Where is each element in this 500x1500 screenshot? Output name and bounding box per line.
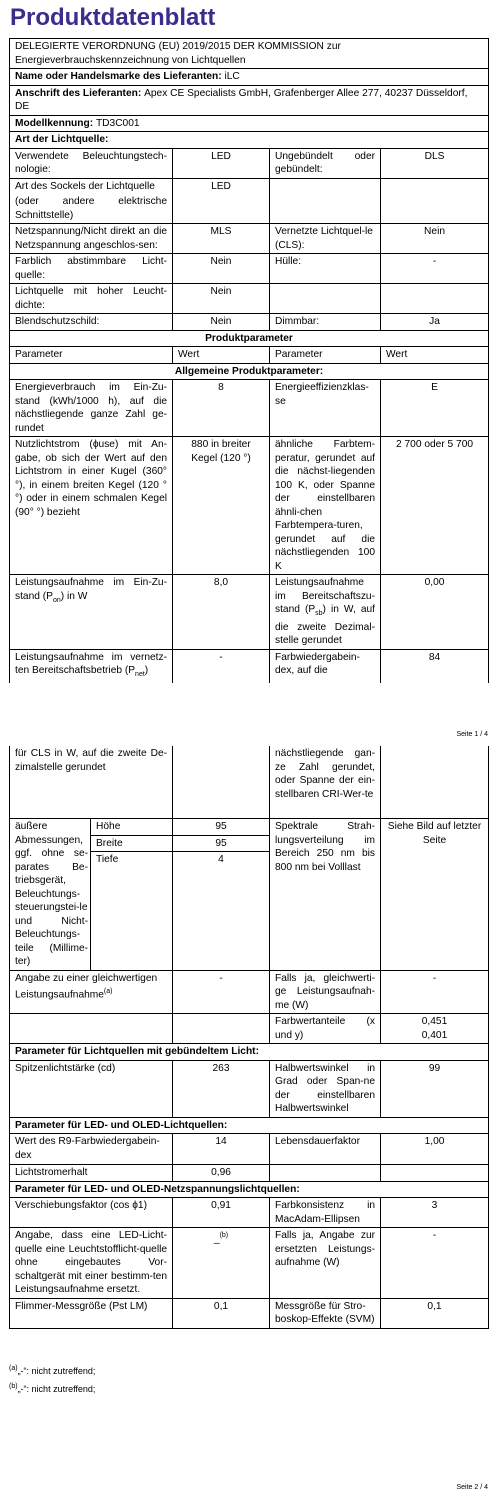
- table-row: Leistungsaufnahme im Ein-Zu-stand $(P_{on})$ in W 8,0 Leistungsaufnahme im Bereitschaftszu-stand $(P_{sb})$ in W, auf die zweite Dezimal-stelle gerundet 0,00: [10, 575, 489, 650]
- dim-height-value: 95: [173, 819, 269, 836]
- table-row: äußere Abmessungen, ggf. ohne se-parates Be-triebsgerät, Beleuchtungs-steuerungstei-le und Nicht-Beleuchtungs-teile (Millime-ter) Höhe Breite Tiefe 95 95 4 Spektrale Strah-lungsverteilung im Bereich 250 nm bis 800 nm bei Volllast Siehe Bild auf letzter Seite: [10, 819, 489, 971]
- table-row: Verwendete Beleuchtungstech-nologie: LED Ungebündelt oder gebündelt: DLS: [10, 148, 489, 178]
- directional-heading: Parameter für Lichtquellen mit gebündeltem Licht:: [10, 1044, 489, 1061]
- type-heading: Art der Lichtquelle:: [10, 132, 489, 149]
- table-row: Art des Sockels der Lichtquelle (oder andere elektrische Schnittstelle) LED: [10, 178, 489, 224]
- table-row: Lichtquelle mit hoher Leucht-dichte: Nein: [10, 284, 489, 314]
- table-row: Angabe zu einer gleichwertigen Leistungsaufnahme$^{(a)}$ - Falls ja, gleichwerti-ge Leistungsaufnah-me (W) -: [10, 970, 489, 1014]
- led-heading: Parameter für LED- und OLED-Lichtquellen:: [10, 1117, 489, 1134]
- model-row: Modellkennung: TD3C001: [10, 115, 489, 132]
- page-number: Seite 1 / 4: [456, 731, 488, 738]
- table-row: Lichtstromerhalt 0,96: [10, 1165, 489, 1182]
- table-row: Wert des R9-Farbwiedergabein-dex 14 Lebensdauerfaktor 1,00: [10, 1134, 489, 1165]
- table-row: Energieverbrauch im Ein-Zu-stand (kWh/1000 h), auf die nächstliegende ganze Zahl ge-rundet 8 Energieeffizienzklas-se E: [10, 380, 489, 437]
- supplier-address-row: Anschrift des Lieferanten: Apex CE Specialists GmbH, Grafenberger Allee 277, 40237 Düsseldorf, DE: [10, 85, 489, 115]
- dim-width-label: Breite: [91, 836, 172, 853]
- dim-depth-label: Tiefe: [96, 854, 119, 865]
- table-row: Flimmer-Messgröße (Pst LM) 0,1 Messgröße für Stro-boskop-Effekte (SVM) 0,1: [10, 1298, 489, 1328]
- dim-width-value: 95: [173, 836, 269, 853]
- page-number: Seite 2 / 4: [456, 1484, 488, 1491]
- dim-height-label: Höhe: [91, 819, 172, 836]
- table-row: Verschiebungsfaktor (cos ϕ1) 0,91 Farbkonsistenz in MacAdam-Ellipsen 3: [10, 1198, 489, 1228]
- product-sheet-table-p1: [9, 38, 489, 683]
- page-title: Produktdatenblatt: [10, 4, 216, 31]
- table-row: Farblich abstimmbare Licht-quelle: Nein Hülle: -: [10, 254, 489, 284]
- mains-heading: Parameter für LED- und OLED-Netzspannungslichtquellen:: [10, 1181, 489, 1198]
- product-sheet-table-p2: [9, 746, 489, 1329]
- table-header-row: Parameter Wert Parameter Wert: [10, 347, 489, 364]
- table-row: Spitzenlichtstärke (cd) 263 Halbwertswinkel in Grad oder Span-ne der einstellbaren Halbwertswinkel 99: [10, 1060, 489, 1117]
- regulation-title: DELEGIERTE VERORDNUNG (EU) 2019/2015 DER KOMMISSION zur Energieverbrauchskennzeichnung von Lichtquellen: [10, 39, 489, 69]
- table-row: Leistungsaufnahme im vernetz-ten Bereitschaftsbetrieb $(P_{net})$ - Farbwiedergabein-dex, auf die 84: [10, 649, 489, 683]
- footnote-b: $^{(b)}$„-“: nicht zutreffend;: [9, 1383, 96, 1394]
- table-row: Farbwertanteile (x und y) 0,451 0,401: [10, 1014, 489, 1044]
- table-row: Angabe, dass eine LED-Licht-quelle eine Leuchtstofflicht-quelle ohne eingebautes Vor-schaltgerät mit einer bestimm-ten Leistungsaufnahme ersetzt. _$^{(b)}$ Falls ja, Angabe zur ersetzten Leistungs-aufnahme (W) -: [10, 1228, 489, 1299]
- table-row: Nutzlichtstrom (ϕuse) mit An-gabe, ob sich der Wert auf den Lichtstrom in einer Kugel (360° °), in einem breiten Kegel (120 °°) oder in einem schmalen Kegel (90° °) bezieht 880 in breiter Kegel (120 °) ähnliche Farbtem-peratur, gerundet auf die nächst-liegenden 100 K, oder Spanne der einstellbaren ähnli-chen Farbtempera-turen, gerundet auf die nächstliegenden 100 K 2 700 oder 5 700: [10, 437, 489, 575]
- product-params-heading: Produktparameter: [10, 330, 489, 347]
- dim-depth-value: 4: [218, 854, 224, 865]
- supplier-name-row: Name oder Handelsmarke des Lieferanten: iLC: [10, 69, 489, 86]
- table-row: Netzspannung/Nicht direkt an die Netzspannung angeschlos-sen: MLS Vernetzte Lichtquel-le (CLS): Nein: [10, 224, 489, 254]
- table-row: Blendschutzschild: Nein Dimmbar: Ja: [10, 314, 489, 331]
- general-params-heading: Allgemeine Produktparameter:: [10, 363, 489, 380]
- footnote-a: $^{(a)}$„-“: nicht zutreffend;: [9, 1365, 96, 1376]
- table-row: für CLS in W, auf die zweite De-zimalstelle gerundet nächstliegende gan-ze Zahl gerundet, oder Spanne der ein-stellbaren CRI-Wer-te: [10, 746, 489, 819]
